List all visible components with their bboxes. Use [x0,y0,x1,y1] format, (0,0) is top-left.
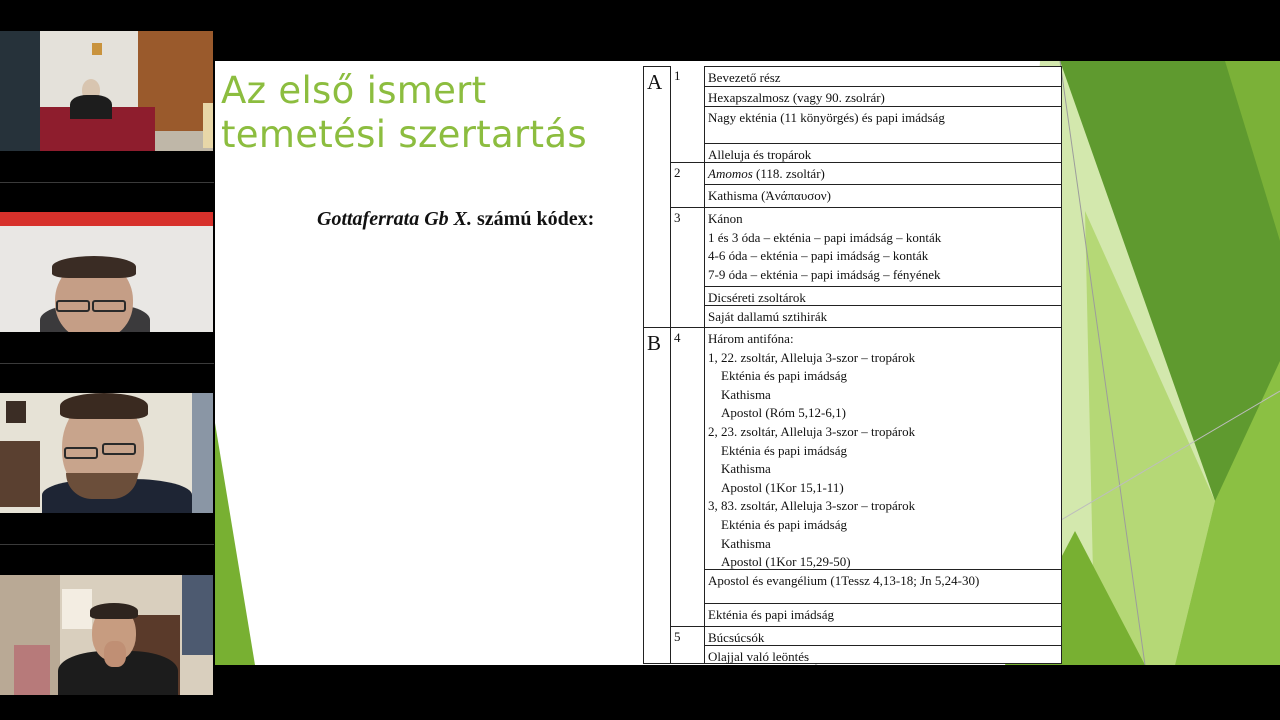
participant-hair [60,393,148,419]
participant-video-4[interactable] [0,575,213,695]
cell-hexapszalmosz: Hexapszalmosz (vagy 90. zsolrár) [704,86,1062,106]
doorway [62,589,92,629]
slide-title-line-1: Az első ismert [221,69,487,112]
participant-hand [104,641,126,667]
slide-title-line-2: temetési szertartás [221,113,587,156]
tile-divider [0,182,214,183]
armchair [14,645,50,695]
cell-bevezeto: Bevezető rész [704,66,1062,86]
shelf [0,441,40,507]
row-1-number: 1 [670,66,704,162]
slide-subtitle [317,208,594,231]
participant-hair [52,256,136,278]
cell-antifonak: Három antifóna: 1, 22. zsoltár, Alleluja 3-szor – tropárok Ekténia és papi imádság Kathisma Apostol (Róm 5,12-6,1) 2, 23. zsoltár, Alleluja 3-szor – tropárok Ekténia és papi imádság Kathisma Apostol (1Kor 15,1-11) 3, 83. zsoltár, Alleluja 3-szor – tropárok Ekténia és papi imádság Kathisma Apostol (1Kor 15,29-50) [704,327,1062,569]
cell-kanon: Kánon 1 és 3 óda – ekténia – papi imádság – konták 4-6 óda – ekténia – papi imádság – konták 7-9 óda – ekténia – papi imádság – fényének [704,207,1062,286]
cell-bucsucsok: Búcsúcsók [704,626,1062,645]
icon-picture [6,401,26,423]
participant-video-2[interactable] [0,212,213,332]
row-4-number: 4 [670,327,704,626]
chair [203,103,213,148]
chalkboard [0,31,40,151]
subtitle-rest: számú kódex: [472,208,595,230]
row-5-number: 5 [670,626,704,664]
glasses [102,443,136,455]
cell-alleluja: Alleluja és tropárok [704,143,1062,162]
window-curtain [192,393,213,513]
glasses [64,447,98,459]
cell-dicsereti: Dicséreti zsoltárok [704,286,1062,305]
row-2-number: 2 [670,162,704,207]
red-banner [0,212,213,226]
glasses [92,300,126,312]
tile-divider [0,544,214,545]
poster [182,575,213,655]
participant-video-3[interactable] [0,393,213,513]
cell-nagy-ektenia: Nagy ekténia (11 könyörgés) és papi imádság [704,106,1062,143]
codex-name: Gottaferrata Gb X. [317,208,472,230]
row-3-number: 3 [670,207,704,327]
cell-ektenia: Ekténia és papi imádság [704,603,1062,626]
section-b: B [643,327,670,664]
liturgy-table [643,66,1062,664]
deco-left-sliver [215,423,255,665]
participant-body [70,95,112,119]
participant-hair [90,603,138,619]
cell-amomos: Amomos (118. zsoltár) [704,162,1062,184]
cell-sztihirak: Saját dallamú sztihirák [704,305,1062,327]
icon-picture [92,43,102,55]
glasses [56,300,90,312]
cell-olajjal: Olajjal való leöntés [704,645,1062,664]
cell-apostol-evangelium: Apostol és evangélium (1Tessz 4,13-18; Jn 5,24-30) [704,569,1062,603]
tile-divider [0,363,214,364]
slide-title [221,69,587,157]
section-a: A [643,66,670,327]
participant-video-1[interactable] [0,31,213,151]
presentation-slide [215,61,1280,665]
cell-kathisma: Kathisma (Ἀνάπαυσον) [704,184,1062,207]
participant-strip [0,0,214,720]
